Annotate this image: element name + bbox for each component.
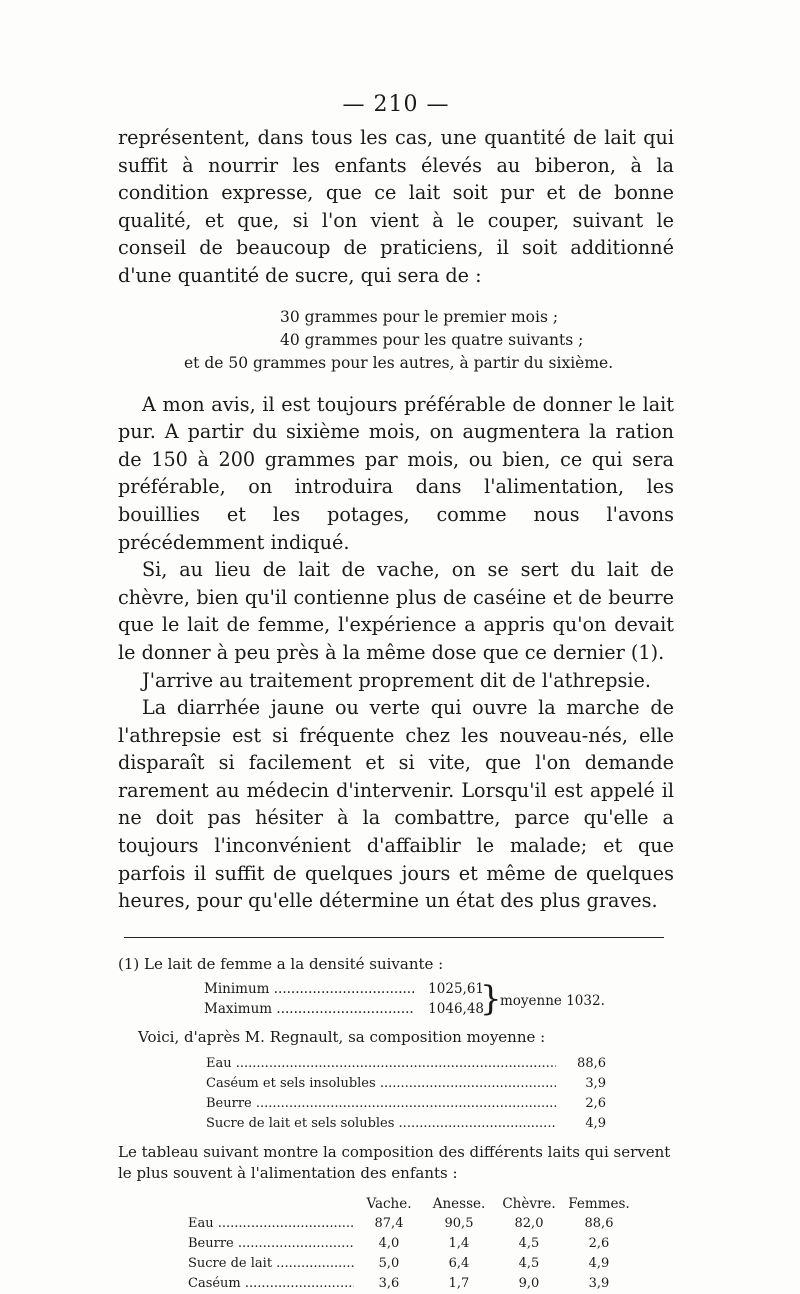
row-label: Eau ..... [118, 1214, 354, 1234]
table-row [118, 1234, 674, 1254]
page-number: — 210 — [342, 92, 450, 117]
paragraph: représentent, dans tous les cas, une quantité de lait qui suffit à nourrir les enfants élevés au biberon, à la condition expresse, que ce lait soit pur et de bonne qualité, et que, si l'on vient à le couper, suivant le conseil de beaucoup de praticiens, il soit additionné d'une quantité de sucre, qui sera de : [118, 126, 674, 287]
paragraph: A mon avis, il est toujours préférable de donner le lait pur. A partir du sixième mois, on augmentera la ration de 150 à 200 grammes par mois, ou bien, ce qui sera préférable, on introduira dans l'alimentation, les bouillies et les potages, comme nous l'avons précédemment indiqué. [118, 392, 674, 554]
dose-item: 40 grammes pour les quatre suivants ; [280, 330, 584, 349]
density-value: 1046,48 [428, 1000, 484, 1017]
composition-label: Eau ..... [206, 1054, 556, 1074]
paragraph: Si, au lieu de lait de vache, on se sert du lait de chèvre, bien qu'il contienne plus de caséine et de beurre que le lait de femme, l'expérience a appris qu'on devait le donner à peu près à la même dose que ce dernier (1). [118, 558, 674, 664]
composition-label: Caséum et sels insolubles ..... [206, 1074, 556, 1094]
row-label: Beurre ..... [118, 1234, 354, 1254]
table-cell: 6,4 [448, 1255, 470, 1271]
dose-item: 30 grammes pour le premier mois ; [280, 307, 559, 326]
table-cell: 4,5 [518, 1235, 540, 1251]
composition-value: 4,9 [585, 1115, 606, 1131]
table-intro: Le tableau suivant montre la composition des différents laits qui servent le plus souvent à l'alimentation des enfants : [118, 1142, 671, 1182]
density-label: Maximum ..... [204, 999, 414, 1020]
table-cell: 1,7 [448, 1275, 470, 1291]
paragraph: La diarrhée jaune ou verte qui ouvre la marche de l'athrepsie est si fréquente chez les nouveau-nés, elle disparaît si facilement et si vite, que l'on demande rarement au médecin d'intervenir. Lorsqu'il est appelé il ne doit pas hésiter à la combattre, parce qu'elle a toujours l'inconvénient d'affaiblir le malade; et que parfois il suffit de quelques jours et même de quelques heures, pour qu'elle détermine un état des plus graves. [118, 696, 674, 913]
table-cell: 1,4 [448, 1235, 470, 1251]
row-label: Sucre de lait ..... [118, 1254, 354, 1274]
composition-value: 88,6 [577, 1055, 606, 1071]
table-cell: 88,6 [584, 1215, 614, 1231]
composition-value: 3,9 [585, 1075, 606, 1091]
table-cell: 2,6 [588, 1235, 610, 1251]
table-row [118, 1214, 674, 1234]
table-header [118, 1194, 674, 1214]
table-cell: 4,9 [588, 1255, 610, 1271]
composition-list [206, 1054, 606, 1134]
column-header: Anesse. [432, 1195, 486, 1212]
composition-value: 2,6 [585, 1095, 606, 1111]
table-cell: 3,9 [588, 1275, 610, 1291]
brace: } [480, 978, 502, 1019]
table-row [118, 1254, 674, 1274]
table-cell: 82,0 [514, 1215, 544, 1231]
composition-row [206, 1054, 606, 1074]
footnote-intro: (1) Le lait de femme a la densité suivante : [118, 954, 444, 973]
density-label: Minimum ..... [204, 979, 414, 1000]
table-cell: 4,0 [378, 1235, 400, 1251]
composition-label: Beurre ..... [206, 1094, 556, 1114]
column-header: Chèvre. [502, 1195, 556, 1212]
sugar-dose-list [118, 306, 674, 375]
table-row [118, 1274, 674, 1294]
book-page [118, 0, 674, 1294]
composition-row [206, 1114, 606, 1134]
dose-item: et de 50 grammes pour les autres, à partir du sixième. [184, 353, 614, 372]
composition-row [206, 1074, 606, 1094]
composition-intro: Voici, d'après M. Regnault, sa composition moyenne : [138, 1027, 546, 1046]
milk-composition-table [118, 1194, 674, 1294]
table-cell: 9,0 [518, 1275, 540, 1291]
table-cell: 4,5 [518, 1255, 540, 1271]
column-header: Femmes. [568, 1195, 630, 1212]
composition-label: Sucre de lait et sels solubles ..... [206, 1114, 556, 1134]
row-label: Caséum ..... [118, 1274, 354, 1294]
footnote-divider [124, 937, 664, 938]
density-row [204, 979, 484, 1000]
table-cell: 3,6 [378, 1275, 400, 1291]
paragraph: J'arrive au traitement proprement dit de l'athrepsie. [142, 668, 651, 692]
table-cell: 87,4 [374, 1215, 404, 1231]
column-header: Vache. [366, 1195, 412, 1212]
density-block [118, 979, 674, 1027]
density-row [204, 999, 484, 1020]
main-text [118, 124, 674, 915]
footnote [118, 954, 674, 1294]
density-value: 1025,61 [428, 980, 484, 997]
density-average: moyenne 1032. [500, 992, 605, 1009]
table-cell: 90,5 [444, 1215, 474, 1231]
composition-row [206, 1094, 606, 1114]
table-cell: 5,0 [378, 1255, 400, 1271]
